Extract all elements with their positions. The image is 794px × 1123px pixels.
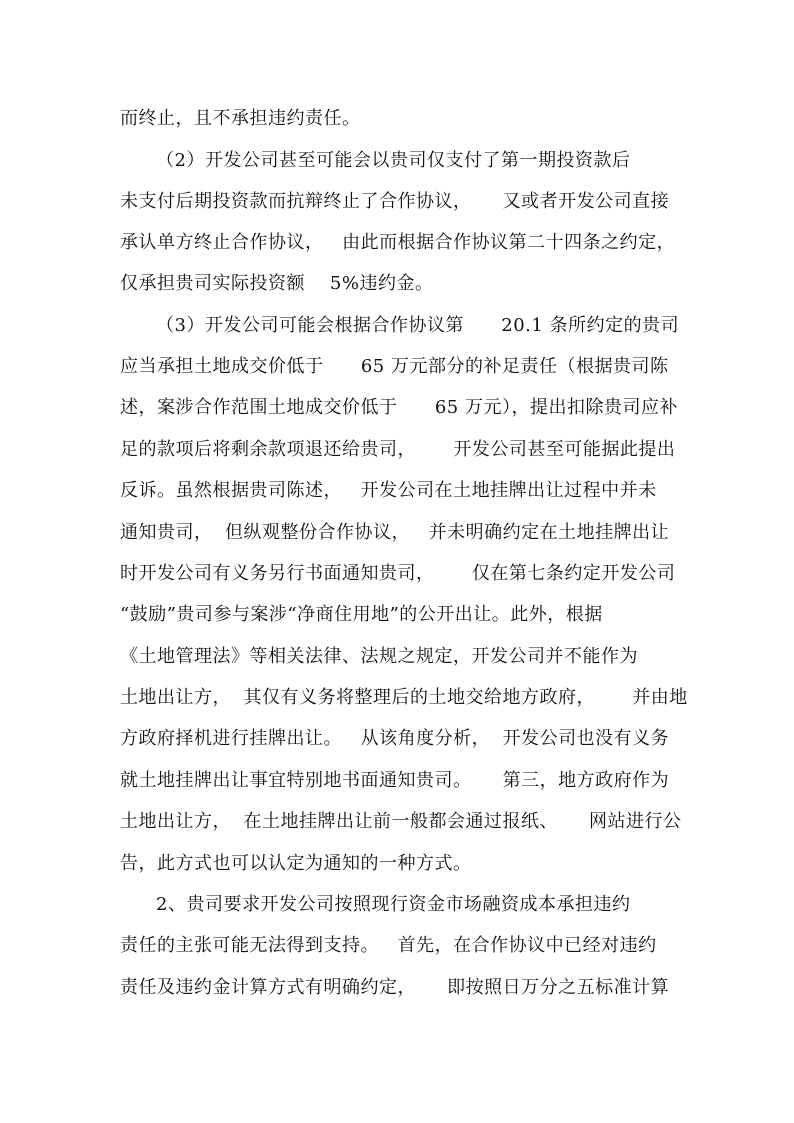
- text-line: （3）开发公司可能会根据合作协议第 20.1 条所约定的贵司: [156, 315, 680, 336]
- text-line: 方政府择机进行挂牌出让。 从该角度分析， 开发公司也没有义务: [120, 728, 670, 749]
- text-line: 土地出让方， 其仅有义务将整理后的土地交给地方政府， 并由地: [120, 687, 688, 708]
- text-line: 而终止，且不承担违约责任。: [120, 108, 361, 129]
- text-line: （2）开发公司甚至可能会以贵司仅支付了第一期投资款后: [156, 150, 631, 171]
- text-line: 足的款项后将剩余款项退还给贵司， 开发公司甚至可能据此提出: [120, 439, 676, 460]
- text-line: 仅承担贵司实际投资额 5%违约金。: [120, 273, 434, 294]
- text-line: 责任及违约金计算方式有明确约定， 即按照日万分之五标准计算: [120, 977, 670, 998]
- text-line: 述，案涉合作范围土地成交价低于 65 万元），提出扣除贵司应补: [120, 397, 678, 418]
- text-line: 承认单方终止合作协议， 由此而根据合作协议第二十四条之约定，: [120, 232, 676, 253]
- text-line: “鼓励”贵司参与案涉“净商住用地”的公开出让。此外，根据: [120, 604, 603, 625]
- text-line: 就土地挂牌出让事宜特别地书面通知贵司。 第三，地方政府作为: [120, 770, 670, 791]
- text-line: 2、贵司要求开发公司按照现行资金市场融资成本承担违约: [156, 894, 631, 915]
- text-line: 通知贵司， 但纵观整份合作协议， 并未明确约定在土地挂牌出让: [120, 522, 670, 543]
- text-line: 未支付后期投资款而抗辩终止了合作协议， 又或者开发公司直接: [120, 191, 670, 212]
- text-line: 土地出让方， 在土地挂牌出让前一般都会通过报纸、 网站进行公: [120, 811, 682, 832]
- text-line: 应当承担土地成交价低于 65 万元部分的补足责任（根据贵司陈: [120, 356, 669, 377]
- text-line: 反诉。虽然根据贵司陈述， 开发公司在土地挂牌出让过程中并未: [120, 480, 657, 501]
- text-line: 责任的主张可能无法得到支持。 首先，在合作协议中已经对违约: [120, 935, 657, 956]
- text-line: 《土地管理法》等相关法律、法规之规定，开发公司并不能作为: [120, 646, 638, 667]
- text-line: 告，此方式也可以认定为通知的一种方式。: [120, 853, 472, 874]
- text-line: 时开发公司有义务另行书面通知贵司， 仅在第七条约定开发公司: [120, 563, 676, 584]
